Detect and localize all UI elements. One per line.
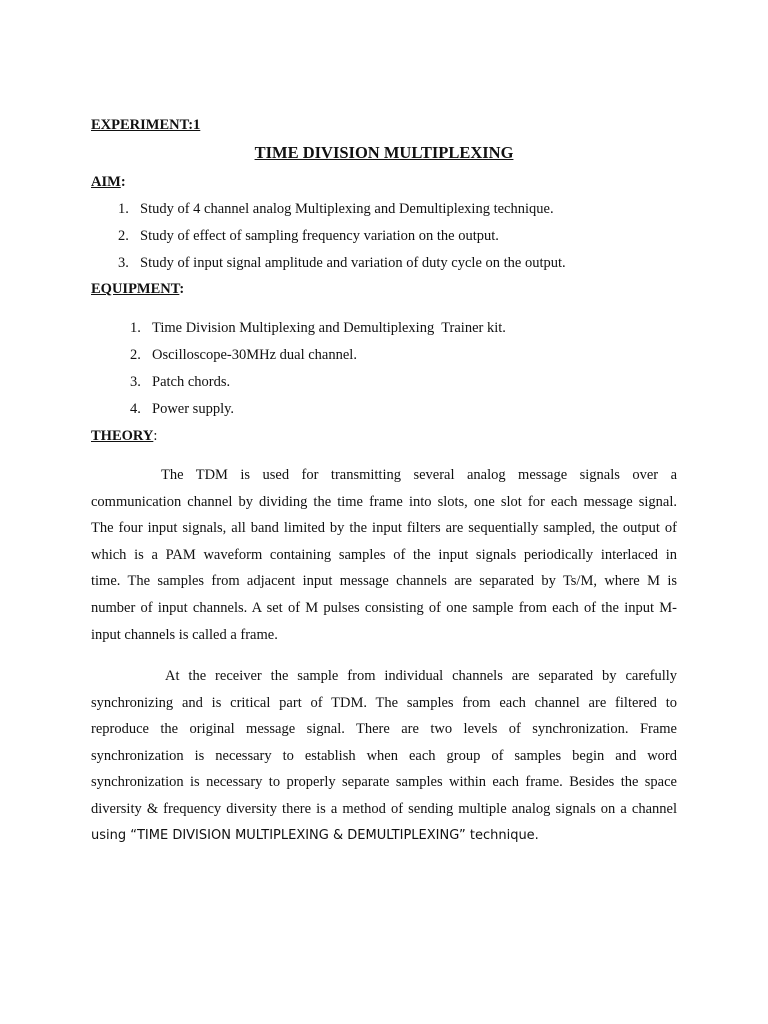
equipment-item — [130, 346, 506, 373]
paragraph-line: diversity & frequency diversity there is a method of sending multiple analog signals on a channel — [91, 800, 677, 817]
equipment-item — [130, 400, 506, 427]
aim-item-text: Study of 4 channel analog Multiplexing and Demultiplexing technique. — [140, 201, 554, 217]
paragraph-line: communication channel by dividing the time frame into slots, one slot for each message signal. — [91, 493, 677, 510]
equipment-item-text: Oscilloscope-30MHz dual channel. — [152, 347, 357, 363]
equipment-heading: EQUIPMENT: — [91, 281, 185, 297]
aim-item-number: 3. — [118, 255, 129, 271]
theory-paragraph-1 — [91, 466, 677, 652]
equipment-item-number: 3. — [130, 374, 141, 390]
paragraph-line: which is a PAM waveform containing samples of the input signals periodically interlaced in — [91, 546, 677, 563]
aim-heading: AIM: — [91, 174, 126, 190]
equipment-item-number: 2. — [130, 347, 141, 363]
paragraph-line: input channels is called a frame. — [91, 626, 278, 643]
paragraph-line — [91, 466, 677, 493]
aim-item-text: Study of effect of sampling frequency variation on the output. — [140, 228, 499, 244]
equipment-item — [130, 319, 506, 346]
experiment-label: EXPERIMENT:1 — [91, 117, 201, 133]
theory-paragraph-2 — [91, 667, 677, 853]
aim-item-number: 2. — [118, 228, 129, 244]
aim-item — [118, 200, 566, 227]
aim-item — [118, 227, 566, 254]
aim-item-number: 1. — [118, 201, 129, 217]
paragraph-line: number of input channels. A set of M pulses consisting of one sample from each of the input M- — [91, 599, 677, 616]
paragraph-line: synchronization is necessary to establish when each group of samples begin and word — [91, 747, 677, 764]
equipment-item-text: Time Division Multiplexing and Demultiplexing Trainer kit. — [152, 320, 506, 336]
document-title: TIME DIVISION MULTIPLEXING — [254, 143, 514, 162]
equipment-heading-text: EQUIPMENT — [91, 281, 180, 297]
paragraph-line: using “TIME DIVISION MULTIPLEXING & DEMULTIPLEXING” technique. — [91, 827, 539, 843]
paragraph-line: reproduce the original message signal. There are two levels of synchronization. Frame — [91, 721, 677, 738]
paragraph-line-text: At the receiver the sample from individual channels are separated by carefully — [165, 668, 677, 684]
theory-heading: THEORY: — [91, 428, 158, 444]
aim-heading-text: AIM — [91, 174, 121, 190]
aim-item — [118, 254, 566, 281]
equipment-item-number: 4. — [130, 401, 141, 417]
equipment-item-text: Power supply. — [152, 401, 235, 417]
paragraph-line: synchronization is necessary to properly separate samples within each frame. Besides the space — [91, 774, 677, 791]
equipment-item — [130, 373, 506, 400]
aim-item-text: Study of input signal amplitude and variation of duty cycle on the output. — [140, 255, 566, 271]
paragraph-line: synchronizing and is critical part of TDM. The samples from each channel are filtered to — [91, 694, 677, 711]
theory-heading-text: THEORY — [91, 428, 154, 444]
equipment-item-number: 1. — [130, 320, 141, 336]
paragraph-line: The four input signals, all band limited by the input filters are sequentially sampled, the output of — [91, 520, 677, 537]
equipment-list — [130, 319, 506, 427]
aim-list — [118, 200, 566, 281]
paragraph-line: time. The samples from adjacent input message channels are separated by Ts/M, where M is — [91, 573, 677, 590]
paragraph-line — [91, 667, 677, 694]
equipment-item-text: Patch chords. — [152, 374, 231, 390]
paragraph-line-text: The TDM is used for transmitting several analog message signals over a — [161, 467, 677, 483]
